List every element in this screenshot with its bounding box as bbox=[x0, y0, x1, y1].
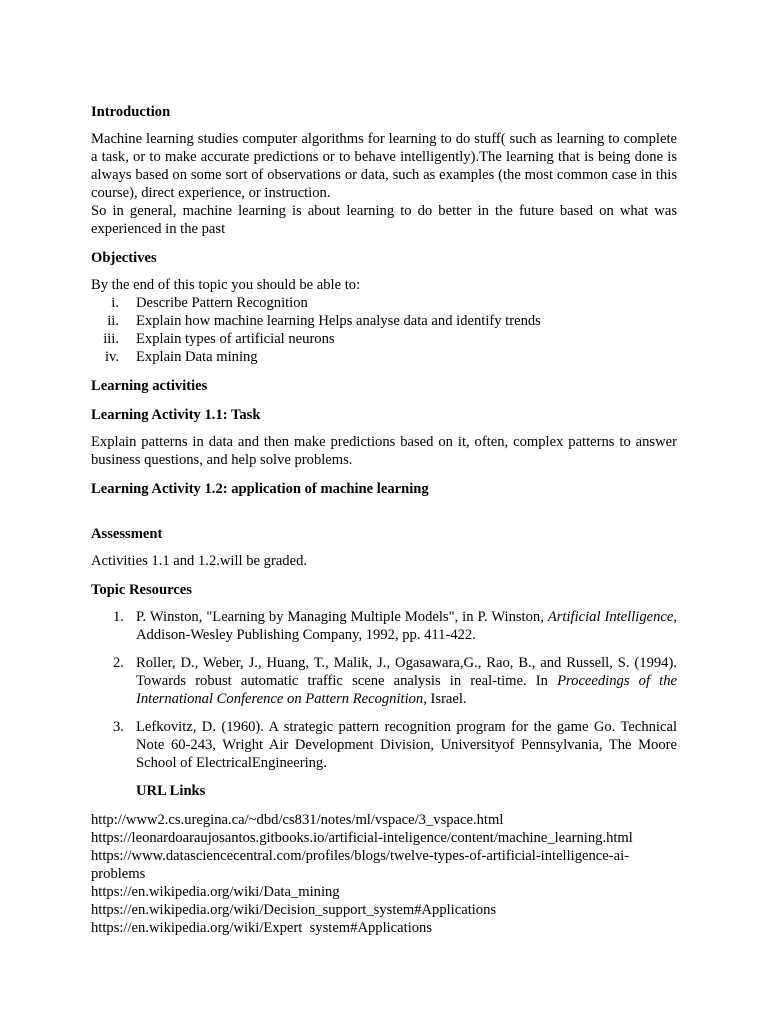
url-link[interactable]: https://en.wikipedia.org/wiki/Expert system#Applications bbox=[91, 920, 433, 936]
introduction-paragraph-1: Machine learning studies computer algorithms for learning to do stuff( such as learning to complete a task, or to make accurate predictions or to behave intelligently).The learning that is being done is always based on some sort of observations or data, such as examples (the most common case in this course), direct experience, or instruction. bbox=[91, 131, 677, 201]
assessment-heading: Assessment bbox=[91, 526, 163, 542]
introduction-heading: Introduction bbox=[91, 104, 171, 120]
url-link[interactable]: http://www2.cs.uregina.ca/~dbd/cs831/notes/ml/vspace/3_vspace.html bbox=[91, 812, 504, 828]
reference-item: 1. P. Winston, "Learning by Managing Multiple Models", in P. Winston, Artificial Intelligence, Addison-Wesley Publishing Company, 1992, pp. 411-422. bbox=[113, 609, 678, 643]
list-item: ii. Explain how machine learning Helps analyse data and identify trends bbox=[107, 313, 541, 329]
assessment-text: Activities 1.1 and 1.2.will be graded. bbox=[91, 553, 308, 569]
list-item: i. Describe Pattern Recognition bbox=[111, 295, 308, 311]
document-body bbox=[91, 103, 677, 937]
url-links-heading: URL Links bbox=[136, 783, 206, 799]
url-link[interactable]: https://en.wikipedia.org/wiki/Data_mining bbox=[91, 884, 340, 900]
references-list bbox=[91, 608, 677, 772]
learning-activity-1-heading: Learning Activity 1.1: Task bbox=[91, 407, 261, 423]
list-item: iii. Explain types of artificial neurons bbox=[103, 331, 335, 347]
url-link[interactable]: https://www.datasciencecentral.com/profiles/blogs/twelve-types-of-artificial-intelligence-ai-problems bbox=[91, 848, 630, 882]
objectives-heading: Objectives bbox=[91, 250, 157, 266]
url-link[interactable]: https://en.wikipedia.org/wiki/Decision_support_system#Applications bbox=[91, 902, 497, 918]
learning-activity-2-heading: Learning Activity 1.2: application of machine learning bbox=[91, 481, 429, 497]
introduction-paragraph-2: So in general, machine learning is about learning to do better in the future based on what was experienced in the past bbox=[91, 203, 677, 237]
url-link[interactable]: https://leonardoaraujosantos.gitbooks.io/artificial-inteligence/content/machine_learning.html bbox=[91, 830, 633, 846]
url-list bbox=[91, 811, 677, 937]
objectives-lead: By the end of this topic you should be able to: bbox=[91, 277, 361, 293]
list-item: iv. Explain Data mining bbox=[104, 349, 258, 365]
reference-item: 2. Roller, D., Weber, J., Huang, T., Malik, J., Ogasawara,G., Rao, B., and Russell, S. (1994). Towards robust automatic traffic scene analysis in real-time. In Proceedings of the International Conference on Pattern Recognition, Israel. bbox=[113, 655, 677, 707]
learning-activities-heading: Learning activities bbox=[91, 378, 208, 394]
objectives-list bbox=[91, 294, 677, 366]
learning-activity-1-text: Explain patterns in data and then make predictions based on it, often, complex patterns to answer business questions, and help solve problems. bbox=[91, 434, 677, 468]
reference-item: 3. Lefkovitz, D. (1960). A strategic pattern recognition program for the game Go. Technical Note 60-243, Wright Air Development Division, Universityof Pennsylvania, The Moore School of ElectricalEngineering. bbox=[113, 719, 677, 771]
topic-resources-heading: Topic Resources bbox=[91, 582, 192, 598]
